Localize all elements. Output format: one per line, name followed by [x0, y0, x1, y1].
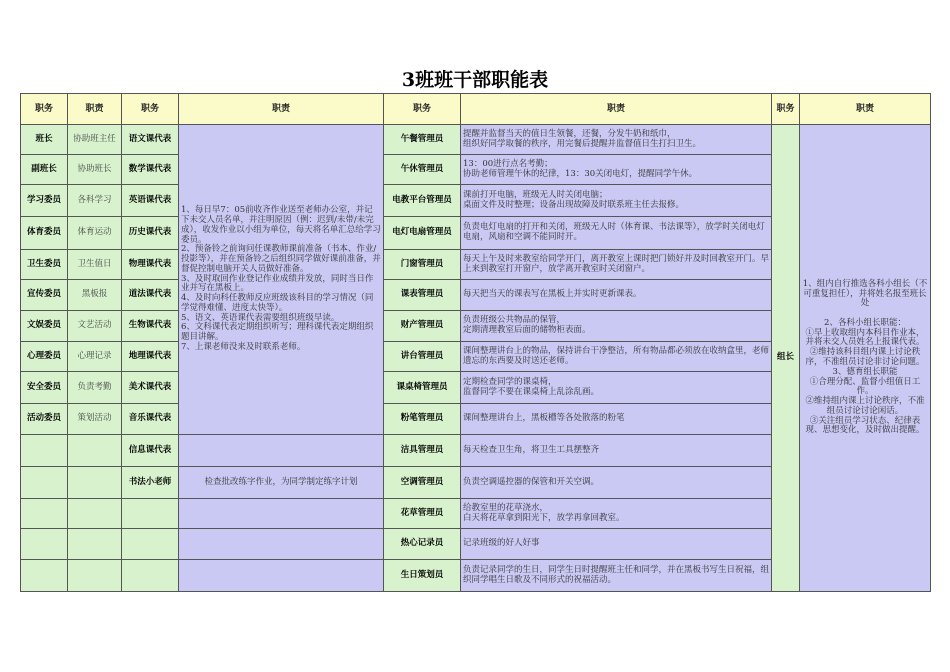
subject-rep-role: 英语课代表	[122, 185, 179, 217]
manager-duty: 定期检查同学的课桌椅， 监督同学不要在课桌椅上乱涂乱画。	[461, 372, 772, 404]
page-title: 3班班干部职能表	[401, 69, 549, 91]
committee-duty: 黑板报	[68, 280, 122, 311]
subject-rep-role: 数学课代表	[122, 155, 179, 185]
empty-cell	[21, 560, 68, 592]
manager-duty: 课间整理讲台上，黑板槽等各处散落的粉笔	[461, 404, 772, 435]
subject-rep-role: 信息课代表	[122, 435, 179, 467]
manager-role: 财产管理员	[384, 311, 461, 342]
header-cell: 职务	[772, 94, 800, 125]
empty-cell	[179, 499, 384, 529]
subject-rep-role: 历史课代表	[122, 217, 179, 250]
header-cell: 职责	[800, 94, 931, 125]
committee-duty: 策划活动	[68, 404, 122, 435]
manager-role: 粉笔管理员	[384, 404, 461, 435]
calligraphy-duty: 检查批改练字作业，为同学制定练字计划	[179, 467, 384, 499]
subject-rep-role: 物理课代表	[122, 250, 179, 280]
committee-duty: 卫生值日	[68, 250, 122, 280]
manager-role: 空调管理员	[384, 467, 461, 499]
manager-duty: 课前打开电脑，班级无人时关闭电脑； 桌面文件及时整理；设备出现故障及时联系班主任去报修。	[461, 185, 772, 217]
empty-cell	[21, 467, 68, 499]
subject-rep-role: 生物课代表	[122, 311, 179, 342]
manager-role: 门窗管理员	[384, 250, 461, 280]
group-leader-duty: 1、组内自行推选各科小组长（不可重复担任），并将姓名报至班长处 2、各科小组长职能： ①早上收取组内本科目作业本，并将未交人员姓名上报课代表。 ②维持该科目组内课上讨论秩序，不准组员讨论非讨论问题。 3、德育组长职能 ①合理分配、监督小组值日工作。 ②维持组内课上讨论秩序，不准组员讨论讨论闲话。 ③关注组员学习状态、纪律表现、思想变化，及时做出提醒。	[800, 125, 931, 592]
manager-duty: 给教室里的花草浇水， 白天将花草拿到阳光下，放学再拿回教室。	[461, 499, 772, 529]
committee-duty: 体育运动	[68, 217, 122, 250]
committee-duty: 协助班主任	[68, 125, 122, 155]
manager-role: 讲台管理员	[384, 342, 461, 372]
empty-cell	[21, 499, 68, 529]
manager-duty: 提醒并监督当天的值日生领餐，还餐，分发牛奶和纸巾， 组织好同学取餐的秩序，用完餐后提醒并监督值日生打扫卫生。	[461, 125, 772, 155]
header-cell: 职务	[122, 94, 179, 125]
committee-role: 卫生委员	[21, 250, 68, 280]
empty-cell	[122, 560, 179, 592]
subject-rep-role: 美术课代表	[122, 372, 179, 404]
subject-rep-role: 地理课代表	[122, 342, 179, 372]
empty-cell	[179, 529, 384, 560]
duty-table	[20, 93, 931, 592]
empty-cell	[21, 435, 68, 467]
subject-rep-role: 音乐课代表	[122, 404, 179, 435]
committee-duty: 各科学习	[68, 185, 122, 217]
table-row	[21, 125, 931, 155]
manager-duty: 每天把当天的课表写在黑板上并实时更新课表。	[461, 280, 772, 311]
empty-cell	[122, 529, 179, 560]
empty-cell	[68, 467, 122, 499]
committee-role: 体育委员	[21, 217, 68, 250]
subject-rep-role: 书法小老师	[122, 467, 179, 499]
subject-rep-duty: 1、每日早7：05前收齐作业送至老师办公室，并记下未交人员名单，并注明原因（例：迟到/未带/未完成），收发作业以小组为单位，每天将名单汇总给学习委员。 2、预备铃之前询问任课教师课前准备（书本、作业/投影等），并在预备铃之后组织同学做好课前准备，并督促控制电脑开关人员做好准备。 3、及时取回作业登记作业成绩并发放，同时当日作业并写在黑板上。 4、及时向科任教师反应班级该科目的学习情况（同学觉得难懂、进度太快等）。 5、语文、英语课代表需要组织班级早读。 6、文科课代表定期组织听写；理科课代表定期组织题目讲解。 7、上课老师没来及时联系老师。	[179, 125, 384, 435]
committee-role: 副班长	[21, 155, 68, 185]
header-cell: 职责	[68, 94, 122, 125]
subject-rep-role: 语文课代表	[122, 125, 179, 155]
header-cell: 职务	[384, 94, 461, 125]
manager-role: 电灯电扇管理员	[384, 217, 461, 250]
committee-role: 安全委员	[21, 372, 68, 404]
manager-duty: 负责电灯电扇的打开和关闭，班级无人时（体育课、书法课等），放学时关闭电灯电扇，风扇和空调不能同时开。	[461, 217, 772, 250]
committee-role: 学习委员	[21, 185, 68, 217]
committee-duty: 文艺活动	[68, 311, 122, 342]
empty-cell	[122, 499, 179, 529]
manager-duty: 负责记录同学的生日，同学生日时提醒班主任和同学，并在黑板书写生日祝福，组织同学唱生日歌及不同形式的祝福活动。	[461, 560, 772, 592]
manager-role: 洁具管理员	[384, 435, 461, 467]
manager-duty: 负责班级公共物品的保管， 定期清理教室后面的储物柜表面。	[461, 311, 772, 342]
manager-role: 生日策划员	[384, 560, 461, 592]
empty-cell	[179, 435, 384, 467]
empty-cell	[68, 435, 122, 467]
subject-rep-role: 道法课代表	[122, 280, 179, 311]
committee-role: 宣传委员	[21, 280, 68, 311]
committee-role: 活动委员	[21, 404, 68, 435]
empty-cell	[68, 499, 122, 529]
manager-role: 花草管理员	[384, 499, 461, 529]
manager-role: 课表管理员	[384, 280, 461, 311]
empty-cell	[21, 529, 68, 560]
manager-role: 午餐管理员	[384, 125, 461, 155]
committee-role: 文娱委员	[21, 311, 68, 342]
committee-role: 班长	[21, 125, 68, 155]
header-cell: 职责	[461, 94, 772, 125]
header-cell: 职务	[21, 94, 68, 125]
manager-duty: 记录班级的好人好事	[461, 529, 772, 560]
committee-duty: 心理记录	[68, 342, 122, 372]
empty-cell	[68, 529, 122, 560]
manager-role: 课桌椅管理员	[384, 372, 461, 404]
group-leader-role: 组长	[772, 125, 800, 592]
manager-duty: 课间整理讲台上的物品，保持讲台干净整洁，所有物品都必须放在收纳盒里，老师遗忘的东西要及时送还老师。	[461, 342, 772, 372]
manager-duty: 13：00进行点名考勤； 协助老师管理午休的纪律，13：30关闭电灯，提醒同学午休。	[461, 155, 772, 185]
header-cell: 职责	[179, 94, 384, 125]
committee-duty: 协助班长	[68, 155, 122, 185]
manager-role: 午休管理员	[384, 155, 461, 185]
manager-role: 热心记录员	[384, 529, 461, 560]
committee-role: 心理委员	[21, 342, 68, 372]
manager-role: 电教平台管理员	[384, 185, 461, 217]
manager-duty: 负责空调遥控器的保管和开关空调。	[461, 467, 772, 499]
empty-cell	[179, 560, 384, 592]
committee-duty: 负责考勤	[68, 372, 122, 404]
manager-duty: 每天上午及时来教室给同学开门，离开教室上课时把门锁好并及时回教室开门。早上来到教室打开窗户，放学离开教室时关闭窗户。	[461, 250, 772, 280]
empty-cell	[68, 560, 122, 592]
manager-duty: 每天检查卫生角，将卫生工具摆整齐	[461, 435, 772, 467]
